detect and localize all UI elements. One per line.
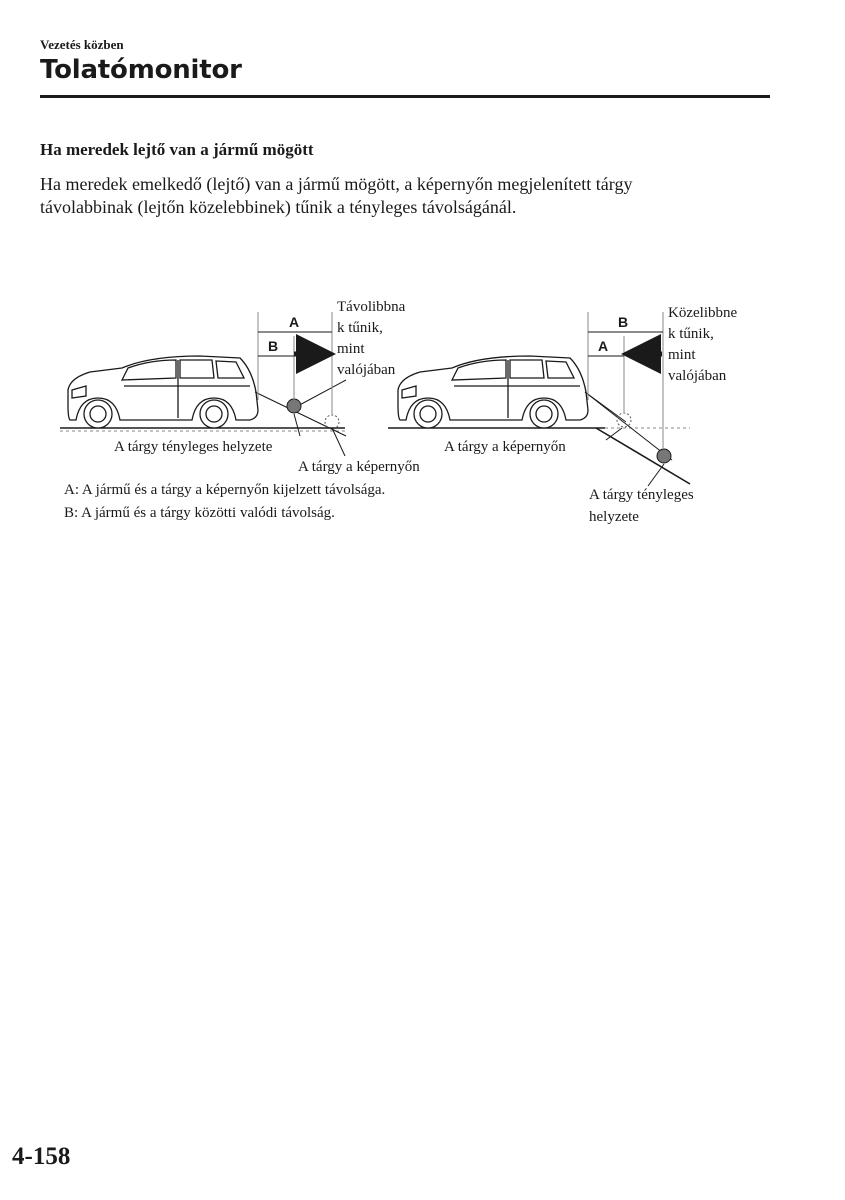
left-diagram — [60, 299, 420, 521]
right-diagram — [388, 305, 737, 525]
note-line: mint — [668, 347, 696, 363]
section-label: Vezetés közben — [40, 37, 124, 52]
label-a: A — [598, 338, 609, 354]
subheading: Ha meredek lejtő van a jármű mögött — [40, 140, 314, 159]
caption-actual-position: helyzete — [589, 509, 639, 525]
note-line: k tűnik, — [337, 320, 383, 336]
caption-screen-position: A tárgy a képernyőn — [298, 459, 420, 475]
page-number: 4-158 — [12, 1143, 71, 1170]
car-icon — [68, 356, 258, 428]
label-a: A — [289, 314, 300, 330]
paragraph-line: távolabbinak (lejtőn közelebbinek) tűnik a tényleges távolságánál. — [40, 197, 517, 217]
note-line: Közelibbne — [668, 305, 738, 321]
screen-object-marker — [325, 415, 339, 429]
note-line: mint — [337, 341, 365, 357]
caption-actual-position: A tárgy tényleges helyzete — [114, 439, 273, 455]
note-line: Távolibbna — [337, 299, 406, 315]
actual-object-marker — [287, 399, 301, 413]
label-b: B — [268, 338, 279, 354]
label-b: B — [618, 314, 629, 330]
car-icon — [398, 356, 588, 428]
actual-object-marker — [657, 449, 671, 463]
page-title: Tolatómonitor — [40, 55, 242, 85]
note-line: valójában — [668, 368, 727, 384]
caption-actual-position: A tárgy tényleges — [589, 487, 694, 503]
paragraph-line: Ha meredek emelkedő (lejtő) van a jármű mögött, a képernyőn megjelenített tárgy — [40, 174, 633, 194]
legend-b: B: A jármű és a tárgy közötti valódi távolság. — [64, 505, 335, 521]
caption-screen-position: A tárgy a képernyőn — [444, 439, 566, 455]
note-line: valójában — [337, 362, 396, 378]
note-line: k tűnik, — [668, 326, 714, 342]
legend-a: A: A jármű és a tárgy a képernyőn kijelzett távolsága. — [64, 482, 386, 498]
